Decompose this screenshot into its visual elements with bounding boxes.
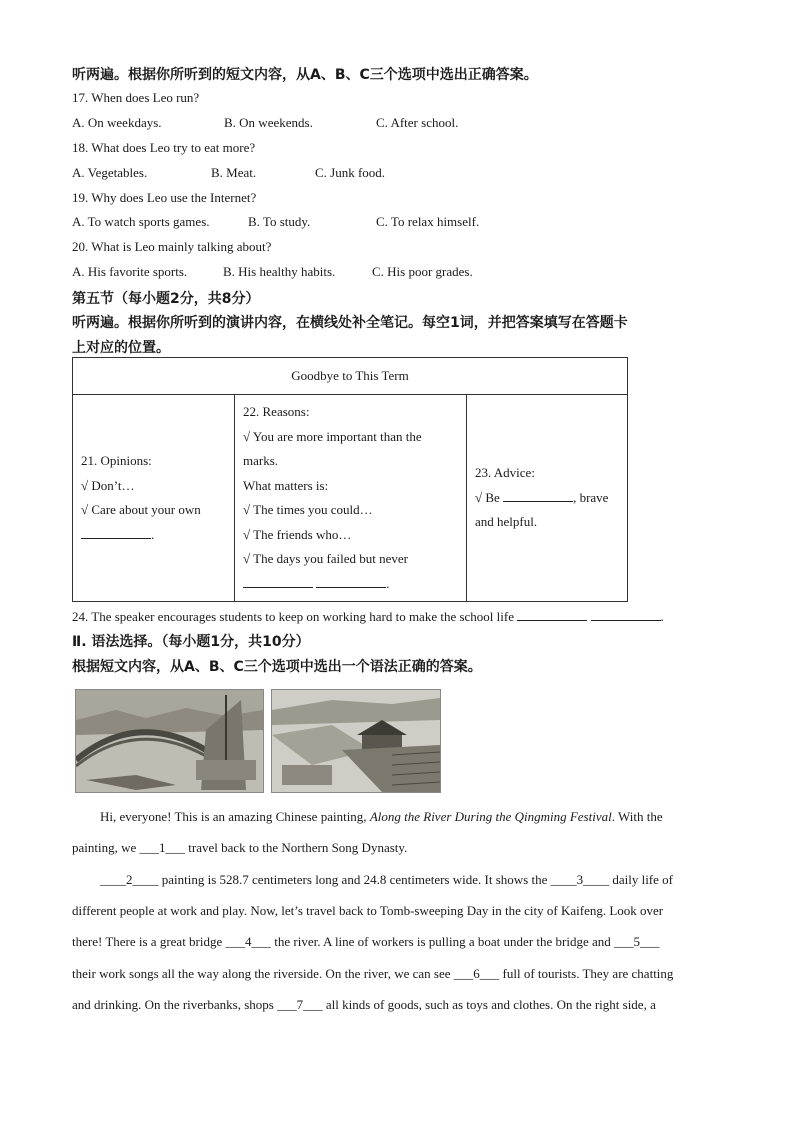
passage-text: travel back to the Northern Song Dynasty. xyxy=(185,840,408,856)
blank-2: ____2____ xyxy=(100,872,159,887)
reasons-subheading: What matters is: xyxy=(243,477,329,493)
part2-instruction: 根据短文内容，从A、B、C三个选项中选出一个语法正确的答案。 xyxy=(72,659,482,675)
opinions-item-1: √ Don’t… xyxy=(81,477,135,493)
blank-6: ___6___ xyxy=(453,965,500,981)
q18-option-b: B. Meat. xyxy=(211,165,257,180)
q18-option-c: C. Junk food. xyxy=(315,165,386,180)
opinions-item-2: √ Care about your own xyxy=(81,502,201,517)
blank-5: ___5___ xyxy=(614,934,660,950)
painting-city-gate-image xyxy=(271,689,441,793)
passage-text: full of tourists. They are chatting xyxy=(499,965,674,981)
reasons-item-2: √ The times you could… xyxy=(243,502,373,517)
section-instruction: 听两遍。根据你所听到的短文内容，从A、B、C三个选项中选出正确答案。 xyxy=(72,67,538,83)
question-24: 24. The speaker encourages students to keep on working hard to make the school life . xyxy=(72,609,664,624)
reasons-item-1-cont: marks. xyxy=(243,453,279,468)
blank-1: ___1___ xyxy=(139,840,186,856)
advice-item-cont: and helpful. xyxy=(475,514,538,530)
notes-col-opinions xyxy=(73,395,235,602)
passage-text: all kinds of goods, such as toys and clothes. On the right side, a xyxy=(322,996,656,1012)
q18-option-a: A. Vegetables. xyxy=(72,165,148,180)
q19-option-b: B. To study. xyxy=(248,214,311,229)
passage-text: and drinking. On the riverbanks, shops xyxy=(72,996,278,1012)
opinions-heading: 21. Opinions: xyxy=(81,453,152,468)
q20-option-b: B. His healthy habits. xyxy=(223,264,336,279)
passage-paragraph-1 xyxy=(72,801,724,863)
q17-option-a: A. On weekdays. xyxy=(72,115,162,130)
passage-text: there! There is a great bridge xyxy=(72,934,226,950)
question-17: 17. When does Leo run? xyxy=(72,90,200,105)
advice-be-label: √ Be xyxy=(475,489,500,505)
passage-text: . With the xyxy=(611,809,663,824)
reasons-item-3: √ The friends who… xyxy=(243,526,352,542)
reasons-heading: 22. Reasons: xyxy=(243,404,310,419)
passage-text: painting is 528.7 centimeters long and 24.8 centimeters wide. It shows the xyxy=(158,872,551,887)
section-instruction-line2: 上对应的位置。 xyxy=(72,340,170,356)
part2-title: Ⅱ. 语法选择。（每小题1分，共10分） xyxy=(72,634,310,650)
question-18: 18. What does Leo try to eat more? xyxy=(72,140,256,155)
notes-table xyxy=(72,357,628,602)
q19-option-a: A. To watch sports games. xyxy=(72,214,210,229)
reasons-item-1: √ You are more important than the xyxy=(243,428,422,444)
opinions-blank: . xyxy=(81,523,226,548)
passage-text: different people at work and play. Now, let’s travel back to Tomb-sweeping Day in the city of Kaifeng. Look over xyxy=(72,903,664,919)
advice-brave-label: , brave xyxy=(573,489,609,505)
blank-3: ____3____ xyxy=(550,872,610,887)
notes-col-advice xyxy=(467,395,628,602)
reasons-blank: . xyxy=(243,572,458,597)
painting-bridge-image xyxy=(75,689,264,793)
q17-option-b: B. On weekends. xyxy=(224,115,313,130)
section-instruction-line1: 听两遍。根据你所听到的演讲内容，在横线处补全笔记。每空1词，并把答案填写在答题卡 xyxy=(72,315,628,331)
question-20: 20. What is Leo mainly talking about? xyxy=(72,239,272,254)
passage-text: Hi, everyone! This is an amazing Chinese painting, xyxy=(100,809,370,824)
painting-title: Along the River During the Qingming Festival xyxy=(369,809,612,824)
notes-table-title: Goodbye to This Term xyxy=(73,358,628,395)
passage-text: daily life of xyxy=(609,872,673,887)
q20-option-a: A. His favorite sports. xyxy=(72,264,188,279)
q17-option-c: C. After school. xyxy=(376,115,459,130)
question-24-text: 24. The speaker encourages students to keep on working hard to make the school life xyxy=(72,609,514,624)
section-title: 第五节（每小题2分，共8分） xyxy=(72,291,260,307)
passage-text: their work songs all the way along the riverside. On the river, we can see xyxy=(72,965,454,981)
blank-4: ___4___ xyxy=(225,934,272,950)
notes-col-reasons xyxy=(235,395,467,602)
passage-paragraph-2 xyxy=(72,864,724,1020)
q20-option-c: C. His poor grades. xyxy=(372,264,473,279)
advice-heading: 23. Advice: xyxy=(475,465,535,481)
question-19: 19. Why does Leo use the Internet? xyxy=(72,190,257,205)
passage-text: the river. A line of workers is pulling a boat under the bridge and xyxy=(271,934,615,950)
passage-text: painting, we xyxy=(72,840,140,856)
reasons-item-4: √ The days you failed but never xyxy=(243,551,409,566)
blank-7: ___7___ xyxy=(277,996,323,1012)
advice-item xyxy=(475,486,619,511)
q19-option-c: C. To relax himself. xyxy=(376,214,480,229)
